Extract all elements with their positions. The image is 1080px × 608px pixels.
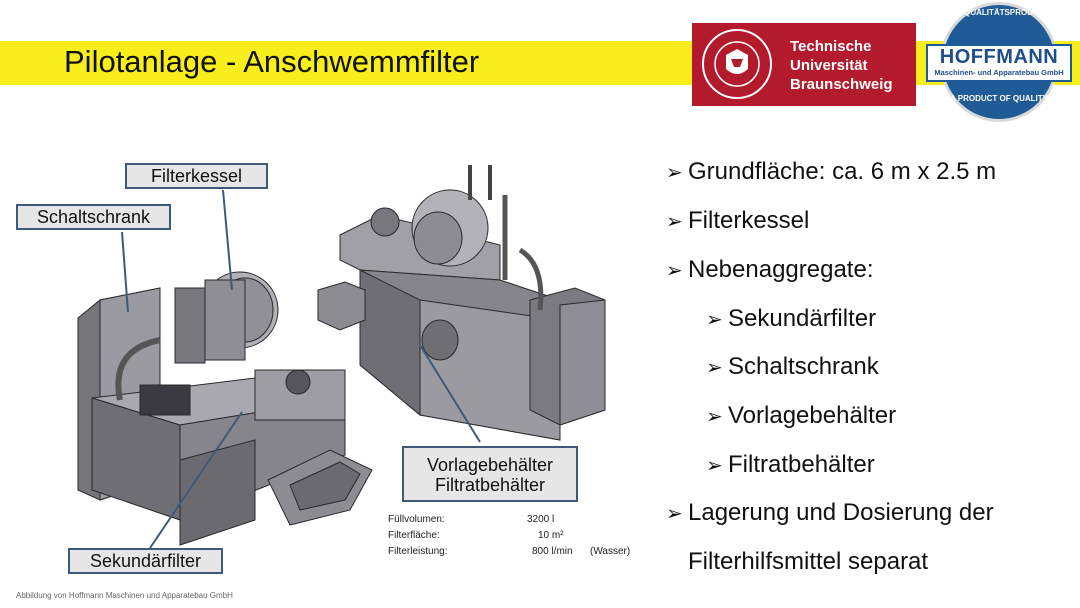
- spec-name: Filterleistung:: [388, 546, 448, 557]
- arrow-icon: ➢: [666, 211, 683, 233]
- label-filterkessel: Filterkessel: [125, 163, 268, 189]
- arrow-icon: ➢: [666, 260, 683, 282]
- label-vorlage-filtrat: [402, 446, 578, 502]
- tu-braunschweig-logo: [692, 23, 916, 106]
- label-sekundaerfilter: Sekundärfilter: [68, 548, 223, 574]
- tu-logo-line-1: Technische: [790, 38, 872, 55]
- hoffmann-subtitle: Maschinen- und Apparatebau GmbH: [934, 68, 1064, 77]
- hoffmann-wordmark: [926, 44, 1072, 82]
- arrow-icon: ➢: [706, 455, 723, 477]
- spec-value: 3200 l: [527, 514, 555, 525]
- spec-value: 10 m²: [538, 530, 564, 541]
- image-caption: Abbildung von Hoffmann Maschinen und Apparatebau GmbH: [16, 591, 233, 600]
- hoffmann-arc-top: EIN QUALITÄTSPRODUKT: [948, 8, 1050, 17]
- right-machine: [318, 165, 605, 440]
- hoffmann-name: HOFFMANN: [939, 46, 1059, 68]
- tu-logo-line-2: Universität: [790, 57, 868, 74]
- label-filtratbehaelter: Filtratbehälter: [434, 475, 546, 495]
- bullet-item: ➢ Lagerung und Dosierung der: [666, 498, 994, 529]
- label-schaltschrank: Schaltschrank: [16, 204, 171, 230]
- arrow-icon: ➢: [666, 162, 683, 184]
- bullet-subitem: ➢ Vorlagebehälter: [706, 401, 896, 432]
- hoffmann-logo: [924, 2, 1074, 122]
- bullet-subitem: ➢ Filtratbehälter: [706, 450, 875, 481]
- arrow-icon: ➢: [706, 309, 723, 331]
- page-title: Pilotanlage - Anschwemmfilter: [64, 44, 480, 79]
- label-vorlagebehaelter: Vorlagebehälter: [426, 455, 554, 475]
- arrow-icon: ➢: [666, 503, 683, 525]
- bullet-item: ➢ Nebenaggregate:: [666, 255, 873, 286]
- spec-name: Füllvolumen:: [388, 514, 445, 525]
- spec-name: Filterfläche:: [388, 530, 440, 541]
- bullet-item: ➢ Grundfläche: ca. 6 m x 2.5 m: [666, 157, 996, 188]
- bullet-continuation: Filterhilfsmittel separat: [688, 548, 929, 575]
- bullet-item: ➢ Filterkessel: [666, 206, 809, 237]
- arrow-icon: ➢: [706, 357, 723, 379]
- tu-seal-icon: [702, 29, 772, 99]
- spec-value: 800 l/min: [532, 546, 573, 557]
- tu-logo-line-3: Braunschweig: [790, 76, 893, 93]
- bullet-subitem: ➢ Sekundärfilter: [706, 304, 876, 335]
- hoffmann-arc-bottom: A PRODUCT OF QUALITY: [950, 94, 1048, 103]
- spec-note: (Wasser): [590, 546, 631, 557]
- bullet-subitem: ➢ Schaltschrank: [706, 352, 879, 383]
- arrow-icon: ➢: [706, 406, 723, 428]
